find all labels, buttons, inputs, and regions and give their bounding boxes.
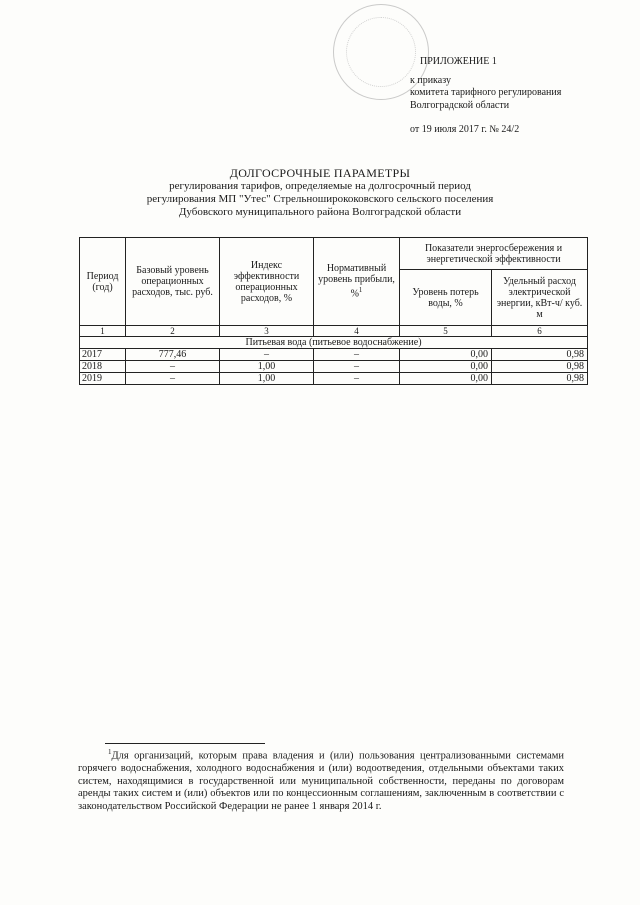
cell-loss: 0,00 [400,361,492,373]
cell-year: 2018 [80,361,126,373]
section-title: Питьевая вода (питьевое водоснабжение) [80,337,588,349]
footnote-separator [105,743,265,744]
appendix-block [410,56,561,137]
cell-year: 2019 [80,373,126,385]
column-number: 1 [80,326,126,337]
table-header-row [80,238,588,270]
column-number: 2 [126,326,220,337]
appendix-date: от 19 июля 2017 г. № 24/2 [410,124,520,135]
parameters-table [79,237,588,385]
cell-elec: 0,98 [492,349,588,361]
appendix-line3: Волгоградской области [410,99,510,111]
header-period: Период (год) [80,238,126,326]
cell-elec: 0,98 [492,361,588,373]
cell-loss: 0,00 [400,373,492,385]
appendix-line1: к приказу [410,74,451,86]
footnote-mark: 1 [108,748,112,756]
header-water-loss: Уровень потерь воды, % [400,270,492,326]
cell-index: – [220,349,314,361]
header-energy-group: Показатели энергосбережения и энергетической эффективности [400,238,588,270]
table-row [80,349,588,361]
document-heading [0,167,640,219]
column-number: 3 [220,326,314,337]
heading-line1: регулирования тарифов, определяемые на долгосрочный период [169,180,471,192]
header-profit-level [314,238,400,326]
document-title: ДОЛГОСРОЧНЫЕ ПАРАМЕТРЫ [229,166,411,180]
column-number: 6 [492,326,588,337]
cell-profit: – [314,373,400,385]
cell-index: 1,00 [220,361,314,373]
cell-profit: – [314,361,400,373]
column-number: 4 [314,326,400,337]
cell-year: 2017 [80,349,126,361]
column-number: 5 [400,326,492,337]
cell-base: – [126,361,220,373]
cell-elec: 0,98 [492,373,588,385]
cell-index: 1,00 [220,373,314,385]
footnote [78,746,564,813]
header-profit-footnote-mark: 1 [358,286,363,295]
heading-line2: регулирования МП "Утес" Стрельноширококовского сельского поселения [146,193,494,205]
header-profit-text: Нормативный уровень прибыли, % [318,263,395,300]
header-base-level: Базовый уровень операционных расходов, тыс. руб. [126,238,220,326]
heading-line3: Дубовского муниципального района Волгоградской области [178,206,462,218]
appendix-title: ПРИЛОЖЕНИЕ 1 [420,56,497,67]
cell-base: – [126,373,220,385]
appendix-line2: комитета тарифного регулирования [410,87,562,98]
header-electricity: Удельный расход электрической энергии, кВт-ч/ куб. м [492,270,588,326]
cell-base: 777,46 [126,349,220,361]
column-number-row [80,326,588,337]
footnote-text: Для организаций, которым права владения и (или) пользования централизованными системами горячего водоснабжения, холодного водоснабжения и (или) водоотведения, отдельными объектами таких систем, находящимися в государственной или муниципальной собственности, переданы по договорам аренды таких систем и (или) объектов или по концессионным соглашениям, заключенным в соответствии с законодательством Российской Федерации не ранее 1 января 2014 г. [78,750,564,812]
header-efficiency-index: Индекс эффективности операционных расходов, % [220,238,314,326]
table-row [80,373,588,385]
section-row [80,337,588,349]
cell-profit: – [314,349,400,361]
table-row [80,361,588,373]
cell-loss: 0,00 [400,349,492,361]
